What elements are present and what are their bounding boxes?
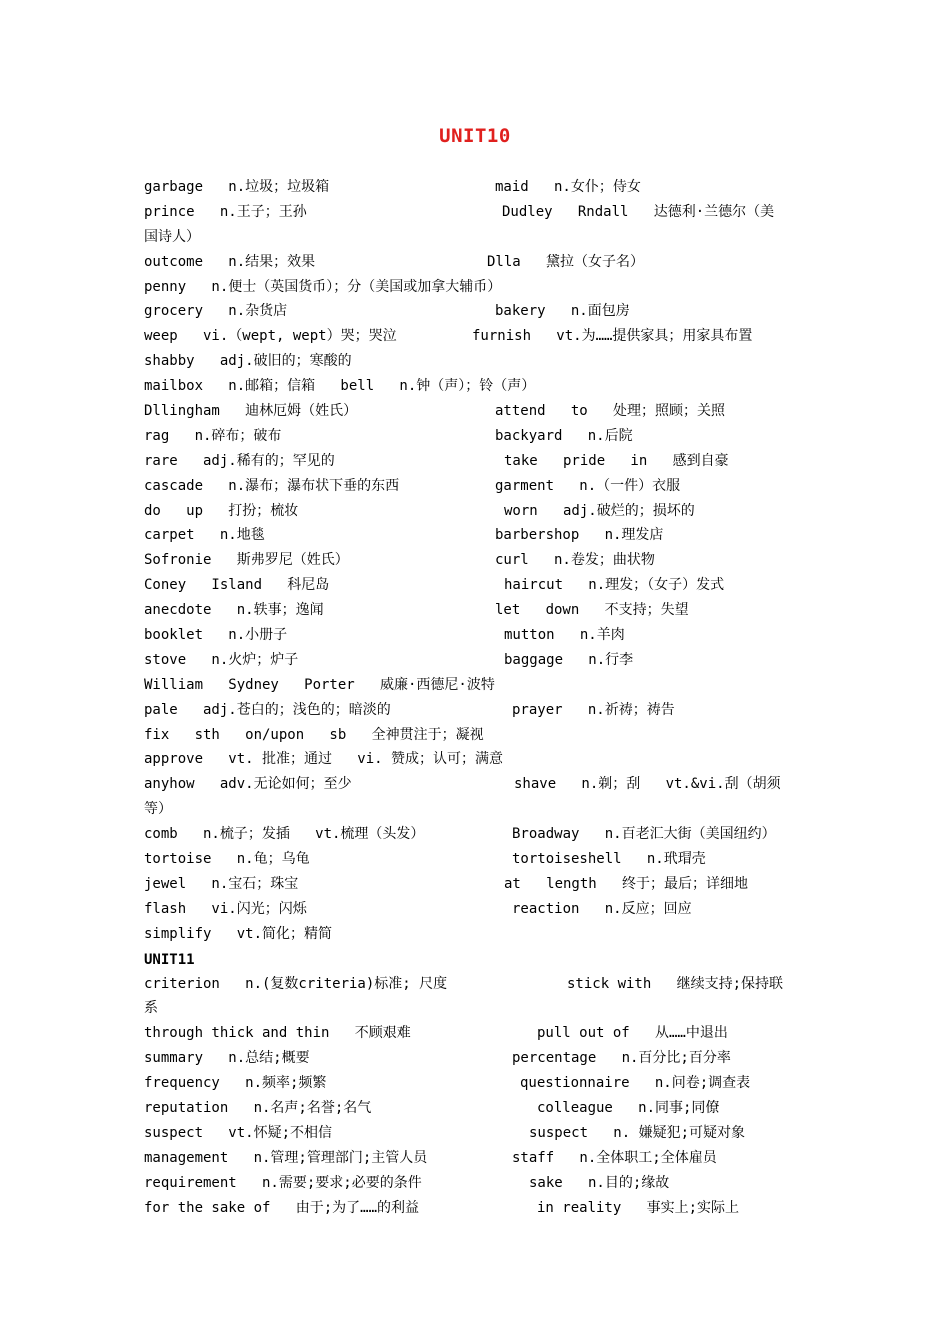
vocab-entry-left: rag n.碎布；破布 <box>144 427 282 444</box>
vocab-line <box>144 1071 812 1096</box>
unit-heading-text: UNIT11 <box>144 951 195 968</box>
vocab-entry-right: Dudley Rndall 达德利·兰德尔（美 <box>502 203 775 220</box>
vocab-line <box>144 1046 812 1071</box>
vocab-line <box>144 573 812 598</box>
vocab-entry-right: furnish vt.为……提供家具；用家具布置 <box>472 328 753 345</box>
vocab-line <box>144 698 812 723</box>
vocab-entry-left: frequency n.频率;频繁 <box>144 1075 327 1092</box>
vocab-line <box>144 1021 812 1046</box>
vocab-entry-right: take pride in 感到自豪 <box>504 452 729 469</box>
vocab-entry-right: barbershop n.理发店 <box>495 527 664 544</box>
vocab-entry-right: mutton n.羊肉 <box>504 627 625 644</box>
vocab-line <box>144 499 812 524</box>
vocab-entry-left: do up 打扮；梳妆 <box>144 502 299 519</box>
vocab-entry-left: 国诗人） <box>144 228 200 245</box>
vocab-line <box>144 225 812 250</box>
vocab-entry-right: curl n.卷发；曲状物 <box>495 552 655 569</box>
vocab-line <box>144 424 812 449</box>
vocab-line <box>144 922 812 947</box>
page-title: UNIT10 <box>439 125 511 147</box>
vocab-entry-right: staff n.全体职工;全体雇员 <box>512 1149 717 1166</box>
vocab-entry-left: requirement n.需要;要求;必要的条件 <box>144 1174 422 1191</box>
vocab-line <box>144 1146 812 1171</box>
vocab-entry-left: outcome n.结果；效果 <box>144 253 316 270</box>
vocab-entry-right: tortoiseshell n.玳瑁壳 <box>512 851 706 868</box>
vocab-line <box>144 673 812 698</box>
vocab-entry-right: attend to 处理；照顾；关照 <box>495 403 726 420</box>
vocab-entry-left: tortoise n.龟；乌龟 <box>144 851 310 868</box>
vocab-entry-left: mailbox n.邮箱；信箱 bell n.钟（声）；铃（声） <box>144 378 536 395</box>
vocab-entry-left: carpet n.地毯 <box>144 527 265 544</box>
vocab-line <box>144 723 812 748</box>
vocab-entry-left: approve vt. 批准；通过 vi. 赞成；认可；满意 <box>144 751 504 768</box>
unit-heading <box>144 947 812 972</box>
vocab-line <box>144 299 812 324</box>
vocab-entry-right: let down 不支持；失望 <box>495 602 689 619</box>
vocab-entry-left: jewel n.宝石；珠宝 <box>144 875 299 892</box>
vocab-entry-left: garbage n.垃圾；垃圾箱 <box>144 179 330 195</box>
vocab-entry-right: percentage n.百分比;百分率 <box>512 1050 731 1067</box>
vocab-line <box>144 1121 812 1146</box>
vocab-entry-right: shave n.剃；刮 vt.&vi.刮（胡须 <box>514 776 781 793</box>
vocab-line <box>144 374 812 399</box>
vocab-entry-left: cascade n.瀑布；瀑布状下垂的东西 <box>144 477 400 494</box>
vocab-entry-left: fix sth on/upon sb 全神贯注于；凝视 <box>144 726 484 743</box>
vocab-entry-right: backyard n.后院 <box>495 427 633 444</box>
vocab-entry-right: garment n.（一件）衣服 <box>495 477 681 494</box>
vocab-entry-left: Sofronie 斯弗罗尼（姓氏） <box>144 552 349 569</box>
vocab-entry-left: grocery n.杂货店 <box>144 303 288 320</box>
vocab-entry-right: questionnaire n.问卷;调查表 <box>520 1075 751 1092</box>
vocab-entry-left: Coney Island 科尼岛 <box>144 577 330 594</box>
vocab-entry-right: Dlla 黛拉（女子名） <box>487 253 645 270</box>
vocab-line <box>144 772 812 797</box>
vocab-entry-right: reaction n.反应；回应 <box>512 900 692 917</box>
vocab-entry-left: management n.管理;管理部门;主管人员 <box>144 1149 428 1166</box>
vocab-entry-left: comb n.梳子；发插 vt.梳理（头发） <box>144 826 425 843</box>
vocab-entry-left: criterion n.(复数criteria)标准; 尺度 <box>144 975 448 992</box>
vocab-line <box>144 847 812 872</box>
vocab-entry-left: prince n.王子；王孙 <box>144 203 307 220</box>
vocabulary-list <box>144 175 812 1220</box>
vocab-entry-left: summary n.总结;概要 <box>144 1050 310 1067</box>
vocab-line <box>144 996 812 1021</box>
vocab-entry-left: weep vi.（wept, wept）哭；哭泣 <box>144 328 397 345</box>
vocab-entry-left: anyhow adv.无论如何；至少 <box>144 776 352 793</box>
vocab-entry-right: worn adj.破烂的；损坏的 <box>504 502 695 519</box>
vocab-entry-left: anecdote n.轶事；逸闻 <box>144 602 324 619</box>
vocab-line <box>144 449 812 474</box>
vocab-entry-left: suspect vt.怀疑;不相信 <box>144 1124 333 1141</box>
vocab-entry-left: for the sake of 由于;为了……的利益 <box>144 1199 420 1216</box>
vocab-entry-left: penny n.便士（英国货币）；分（美国或加拿大辅币） <box>144 278 502 295</box>
vocab-entry-right: haircut n.理发；（女子）发式 <box>504 577 725 594</box>
vocab-entry-right: prayer n.祈祷；祷告 <box>512 701 675 718</box>
vocab-entry-right: Broadway n.百老汇大街（美国纽约） <box>512 826 776 843</box>
vocab-line <box>144 1196 812 1221</box>
vocab-entry-left: shabby adj.破旧的；寒酸的 <box>144 353 352 370</box>
vocab-line <box>144 972 812 997</box>
vocab-entry-left: booklet n.小册子 <box>144 627 288 644</box>
vocab-line <box>144 474 812 499</box>
vocab-line <box>144 623 812 648</box>
vocab-line <box>144 872 812 897</box>
vocab-entry-left: pale adj.苍白的；浅色的；暗淡的 <box>144 701 391 718</box>
vocab-entry-right: colleague n.同事;同僚 <box>537 1099 720 1116</box>
vocab-line <box>144 275 812 300</box>
vocab-line <box>144 175 812 200</box>
vocab-entry-left: simplify vt.简化；精简 <box>144 925 333 942</box>
vocab-line <box>144 523 812 548</box>
vocab-entry-left: flash vi.闪光；闪烁 <box>144 900 307 917</box>
vocab-entry-left: Dllingham 迪林厄姆（姓氏） <box>144 403 358 420</box>
vocab-entry-left: reputation n.名声;名誉;名气 <box>144 1099 372 1116</box>
vocab-line <box>144 1096 812 1121</box>
vocab-line <box>144 250 812 275</box>
vocab-entry-right: sake n.目的;缘故 <box>529 1174 670 1191</box>
vocab-entry-right: maid n.女仆；侍女 <box>495 179 641 195</box>
vocab-line <box>144 897 812 922</box>
vocab-entry-left: 系 <box>144 1000 158 1017</box>
vocab-entry-right: bakery n.面包房 <box>495 303 630 320</box>
vocab-entry-right: stick with 继续支持;保持联 <box>567 975 784 992</box>
vocab-line <box>144 797 812 822</box>
vocab-line <box>144 324 812 349</box>
vocab-line <box>144 349 812 374</box>
vocab-line <box>144 200 812 225</box>
vocab-entry-left: stove n.火炉；炉子 <box>144 651 299 668</box>
vocab-entry-right: suspect n. 嫌疑犯;可疑对象 <box>529 1124 746 1141</box>
vocab-entry-right: baggage n.行李 <box>504 651 634 668</box>
vocab-entry-right: in reality 事实上;实际上 <box>537 1199 740 1216</box>
vocab-entry-left: rare adj.稀有的；罕见的 <box>144 452 335 469</box>
vocab-entry-right: at length 终于；最后；详细地 <box>504 875 749 892</box>
vocab-entry-right: pull out of 从……中退出 <box>537 1025 728 1042</box>
vocab-line <box>144 548 812 573</box>
vocab-line <box>144 747 812 772</box>
vocab-entry-left: through thick and thin 不顾艰难 <box>144 1025 411 1042</box>
vocab-line <box>144 1171 812 1196</box>
vocab-line <box>144 822 812 847</box>
vocab-entry-left: William Sydney Porter 威廉·西德尼·波特 <box>144 676 495 693</box>
vocab-line <box>144 399 812 424</box>
vocab-entry-left: 等） <box>144 801 172 818</box>
vocab-line <box>144 648 812 673</box>
vocab-line <box>144 598 812 623</box>
